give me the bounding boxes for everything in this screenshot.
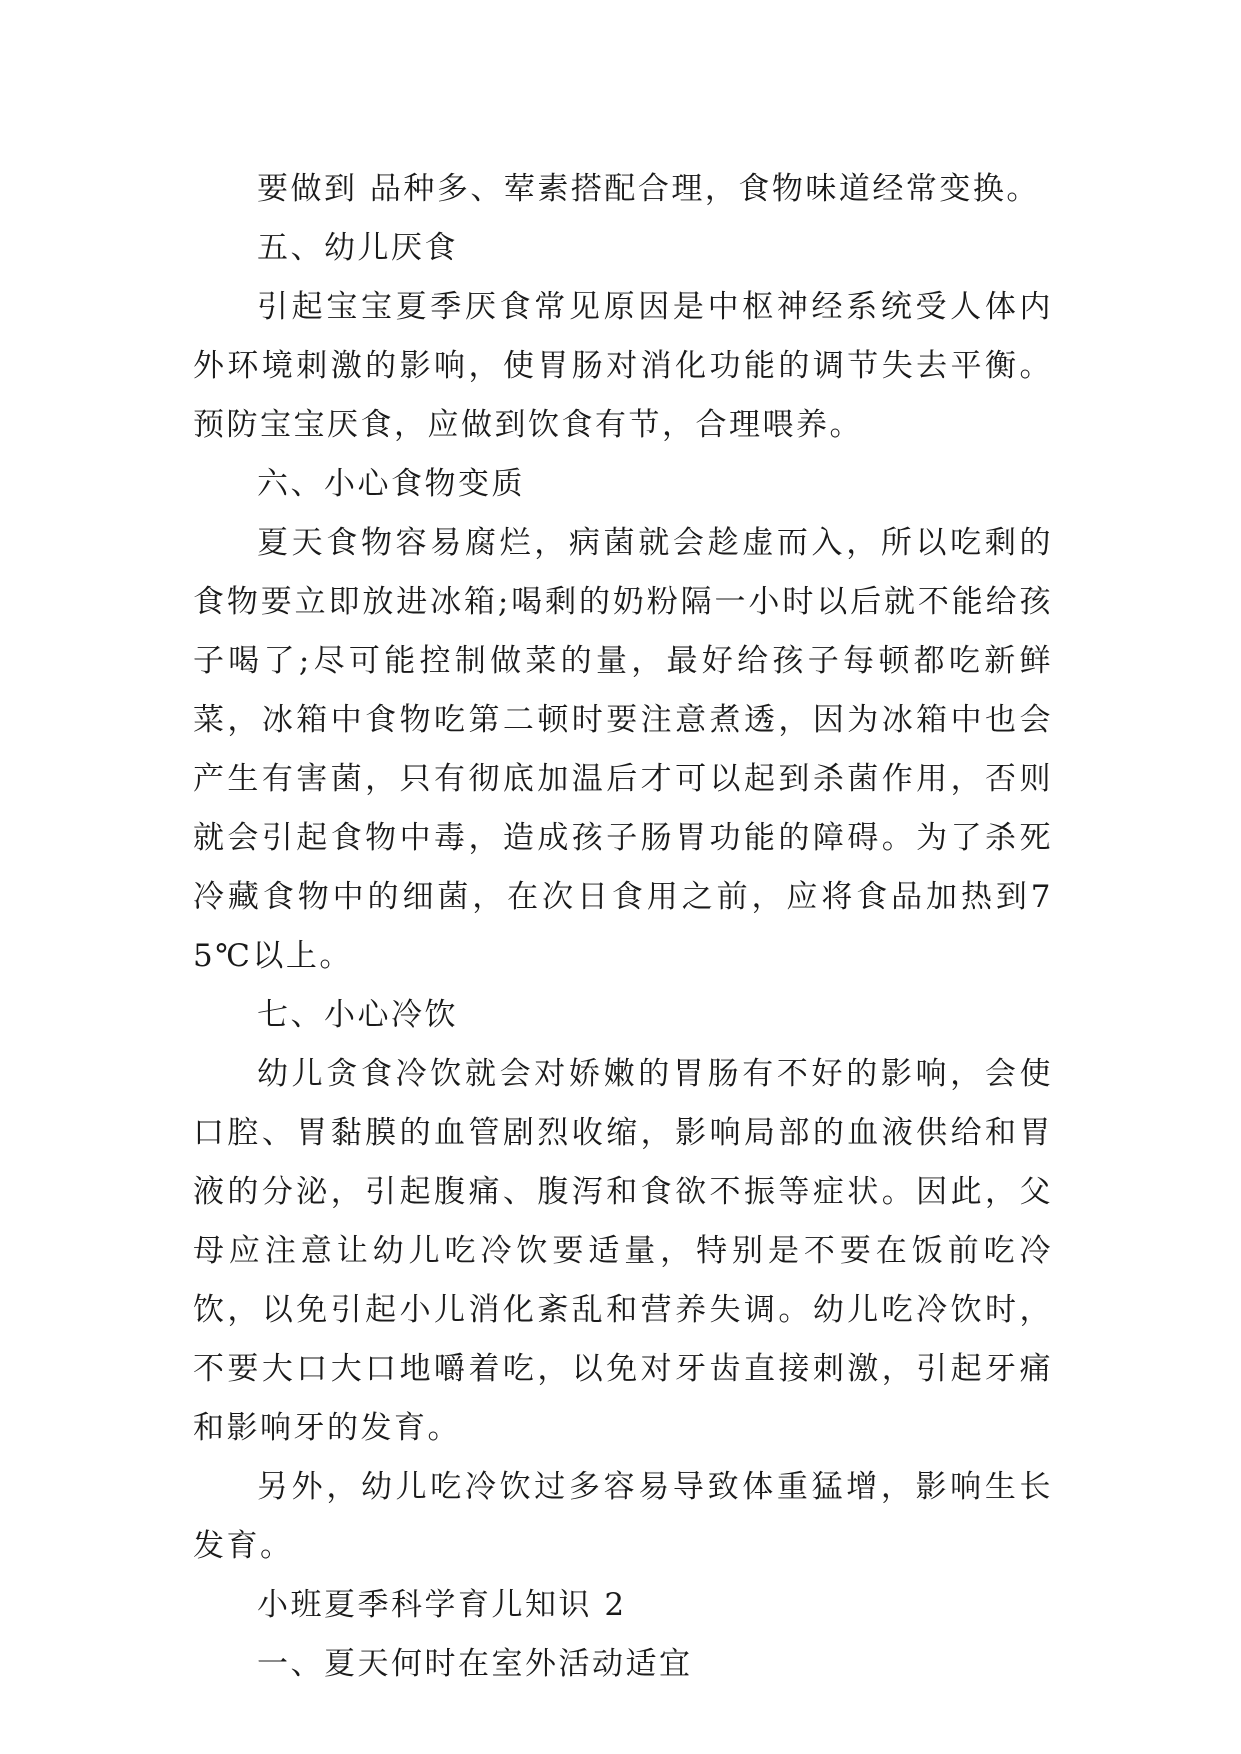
section-title-summer-knowledge-2: 小班夏季科学育儿知识 2 xyxy=(257,1587,627,1623)
heading-cold-drinks: 七、小心冷饮 xyxy=(257,997,458,1033)
paragraph-cold-drinks-weight: 另外，幼儿吃冷饮过多容易导致体重猛增，影响生长发育。 xyxy=(193,1469,1053,1564)
document-page xyxy=(193,160,1053,1694)
paragraph-anorexia: 引起宝宝夏季厌食常见原因是中枢神经系统受人体内外环境刺激的影响，使胃肠对消化功能的调节失去平衡。预防宝宝厌食，应做到饮食有节，合理喂养。 xyxy=(193,289,1053,443)
paragraph-food-spoilage: 夏天食物容易腐烂，病菌就会趁虚而入，所以吃剩的食物要立即放进冰箱;喝剩的奶粉隔一小时以后就不能给孩子喝了;尽可能控制做菜的量，最好给孩子每顿都吃新鲜菜，冰箱中食物吃第二顿时要注意煮透，因为冰箱中也会产生有害菌，只有彻底加温后才可以起到杀菌作用，否则就会引起食物中毒，造成孩子肠胃功能的障碍。为了杀死冷藏食物中的细菌，在次日食用之前，应将食品加热到75℃以上。 xyxy=(193,525,1053,974)
heading-outdoor-activity: 一、夏天何时在室外活动适宜 xyxy=(257,1646,693,1682)
paragraph-meal-variety: 要做到 品种多、荤素搭配合理，食物味道经常变换。 xyxy=(257,171,1040,207)
heading-food-spoilage: 六、小心食物变质 xyxy=(257,466,525,502)
paragraph-cold-drinks: 幼儿贪食冷饮就会对娇嫩的胃肠有不好的影响，会使口腔、胃黏膜的血管剧烈收缩，影响局部的血液供给和胃液的分泌，引起腹痛、腹泻和食欲不振等症状。因此，父母应注意让幼儿吃冷饮要适量，特别是不要在饭前吃冷饮，以免引起小儿消化紊乱和营养失调。幼儿吃冷饮时，不要大口大口地嚼着吃，以免对牙齿直接刺激，引起牙痛和影响牙的发育。 xyxy=(193,1056,1053,1446)
heading-anorexia: 五、幼儿厌食 xyxy=(257,230,458,266)
